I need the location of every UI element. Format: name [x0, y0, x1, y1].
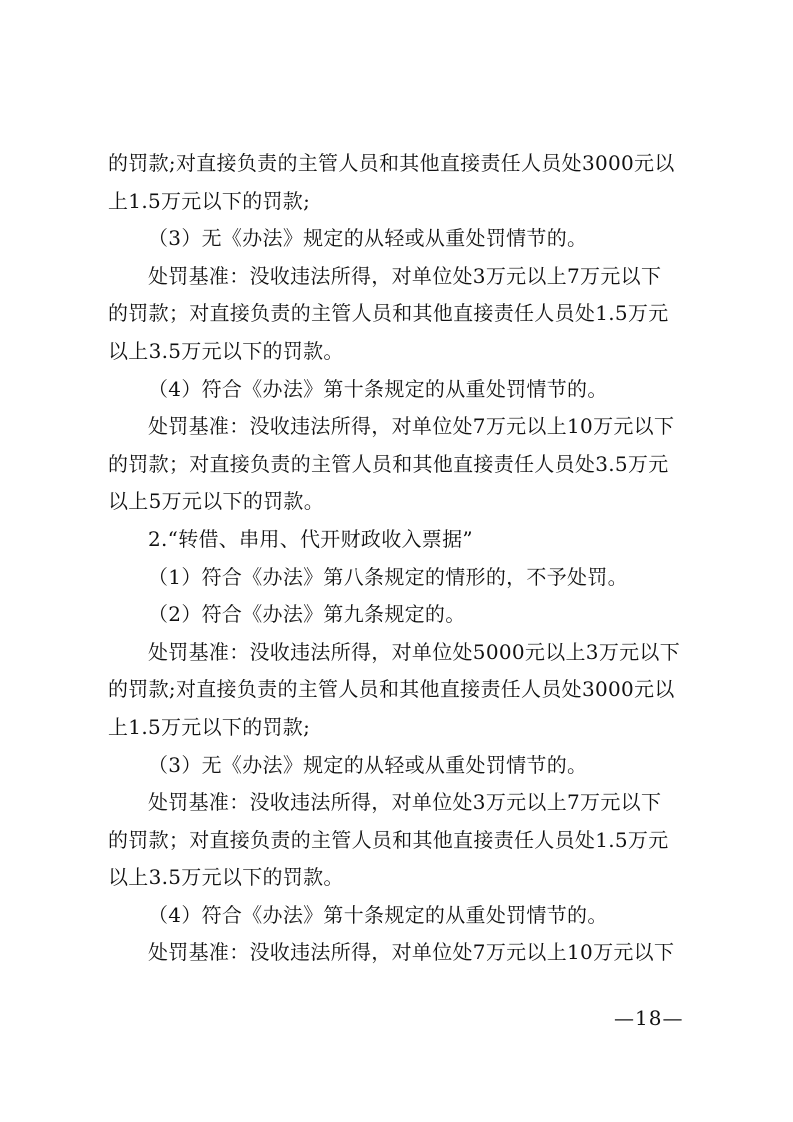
text-line: 的罚款；对直接负责的主管人员和其他直接责任人员处3.5万元 — [108, 451, 669, 476]
text-line: 以上5万元以下的罚款。 — [108, 489, 325, 514]
text-line: 上1.5万元以下的罚款; — [108, 714, 311, 739]
text-line: 处罚基准：没收违法所得，对单位处7万元以上10万元以下 — [148, 940, 675, 965]
text-line: 的罚款;对直接负责的主管人员和其他直接责任人员处3000元以 — [108, 151, 675, 175]
text-line: 的罚款;对直接负责的主管人员和其他直接责任人员处3000元以 — [108, 677, 675, 702]
text-line: 上1.5万元以下的罚款; — [108, 188, 311, 213]
text-line: 处罚基准：没收违法所得，对单位处3万元以上7万元以下 — [148, 263, 662, 288]
page-number: —18— — [614, 1006, 684, 1030]
text-line: 的罚款；对直接负责的主管人员和其他直接责任人员处1.5万元 — [108, 827, 669, 852]
text-line: （4）符合《办法》第十条规定的从重处罚情节的。 — [148, 902, 608, 927]
text-line: 的罚款；对直接负责的主管人员和其他直接责任人员处1.5万元 — [108, 301, 669, 326]
text-line: 以上3.5万元以下的罚款。 — [108, 338, 344, 363]
text-line: （2）符合《办法》第九条规定的。 — [148, 602, 466, 627]
text-line: （4）符合《办法》第十条规定的从重处罚情节的。 — [148, 376, 608, 401]
text-line: （3）无《办法》规定的从轻或从重处罚情节的。 — [148, 226, 588, 251]
text-line: 以上3.5万元以下的罚款。 — [108, 865, 344, 890]
body-text — [108, 145, 698, 972]
section-heading: 2.“转借、串用、代开财政收入票据” — [148, 526, 473, 551]
text-line: 处罚基准：没收违法所得，对单位处7万元以上10万元以下 — [148, 414, 675, 439]
text-line: （3）无《办法》规定的从轻或从重处罚情节的。 — [148, 752, 588, 777]
text-line: 处罚基准：没收违法所得，对单位处5000元以上3万元以下 — [148, 639, 681, 664]
text-line: （1）符合《办法》第八条规定的情形的，不予处罚。 — [148, 564, 628, 589]
text-line: 处罚基准：没收违法所得，对单位处3万元以上7万元以下 — [148, 790, 662, 815]
